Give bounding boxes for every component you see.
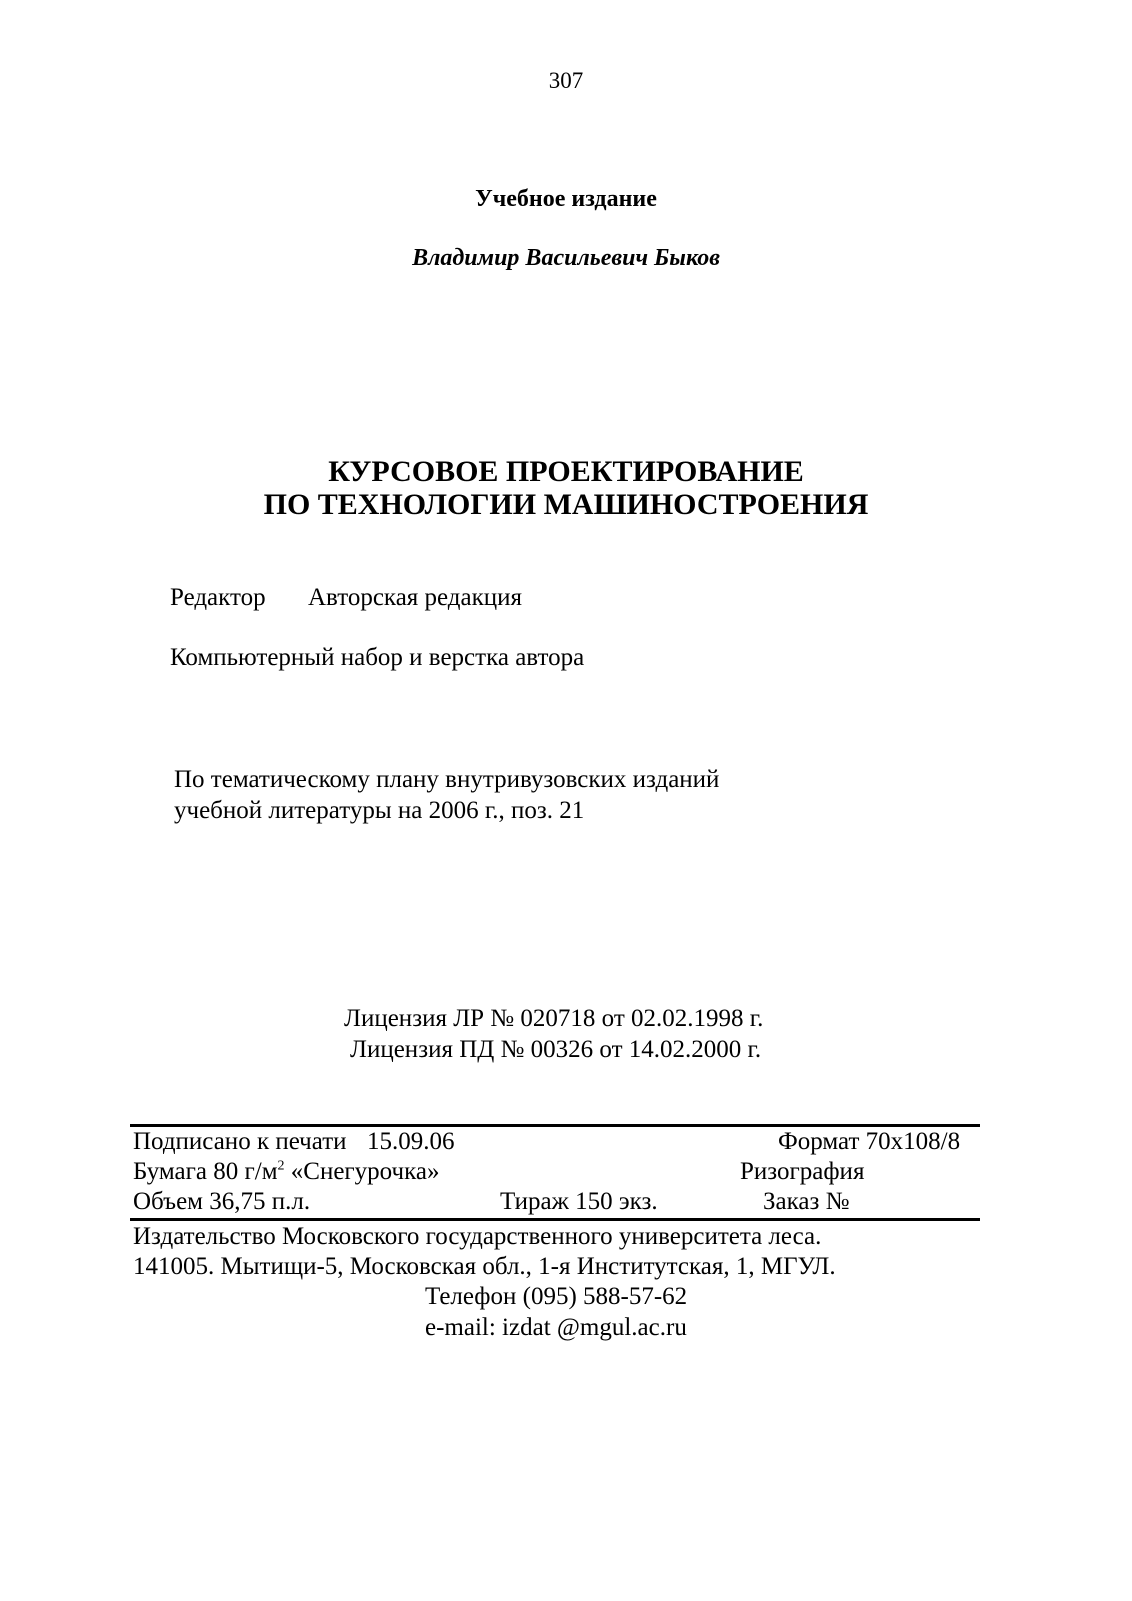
typesetting-credit: Компьютерный набор и верстка автора xyxy=(170,644,585,671)
publication-plan-line-2: учебной литературы на 2006 г., поз. 21 xyxy=(174,797,585,824)
volume-info: Объем 36,75 п.л. xyxy=(133,1188,311,1215)
editor-value: Авторская редакция xyxy=(308,584,523,611)
book-title-line-2: ПО ТЕХНОЛОГИИ МАШИНОСТРОЕНИЯ xyxy=(263,488,869,521)
signed-for-print-date: 15.09.06 xyxy=(367,1128,455,1155)
paper-superscript: 2 xyxy=(277,1158,285,1174)
license-pd: Лицензия ПД № 00326 от 14.02.2000 г. xyxy=(350,1036,762,1063)
order-number: Заказ № xyxy=(763,1188,850,1215)
paper-suffix: «Снегурочка» xyxy=(284,1158,440,1185)
page-number: 307 xyxy=(548,68,584,93)
print-run: Тираж 150 экз. xyxy=(500,1188,658,1215)
license-lr: Лицензия ЛР № 020718 от 02.02.1998 г. xyxy=(344,1005,764,1032)
imprint-top-rule xyxy=(130,1124,980,1127)
format-value: Формат 70х108/8 xyxy=(778,1128,961,1155)
author-name: Владимир Васильевич Быков xyxy=(412,245,720,271)
publication-plan-line-1: По тематическому плану внутривузовских изданий xyxy=(174,766,720,793)
publisher-phone: Телефон (095) 588-57-62 xyxy=(425,1283,688,1310)
paper-info xyxy=(133,1158,439,1186)
publisher-name: Издательство Московского государственного университета леса. xyxy=(133,1223,822,1250)
editor-label: Редактор xyxy=(170,584,266,611)
publisher-email: e-mail: izdat @mgul.ac.ru xyxy=(425,1314,687,1341)
printing-method: Ризография xyxy=(740,1158,865,1185)
book-title-line-1: КУРСОВОЕ ПРОЕКТИРОВАНИЕ xyxy=(328,455,804,488)
publisher-address: 141005. Мытищи-5, Московская обл., 1-я Институтская, 1, МГУЛ. xyxy=(133,1253,836,1280)
paper-prefix: Бумага 80 г/м xyxy=(133,1158,278,1185)
edition-type: Учебное издание xyxy=(475,186,657,212)
signed-for-print-label: Подписано к печати xyxy=(133,1128,347,1155)
imprint-bottom-rule xyxy=(130,1218,980,1221)
